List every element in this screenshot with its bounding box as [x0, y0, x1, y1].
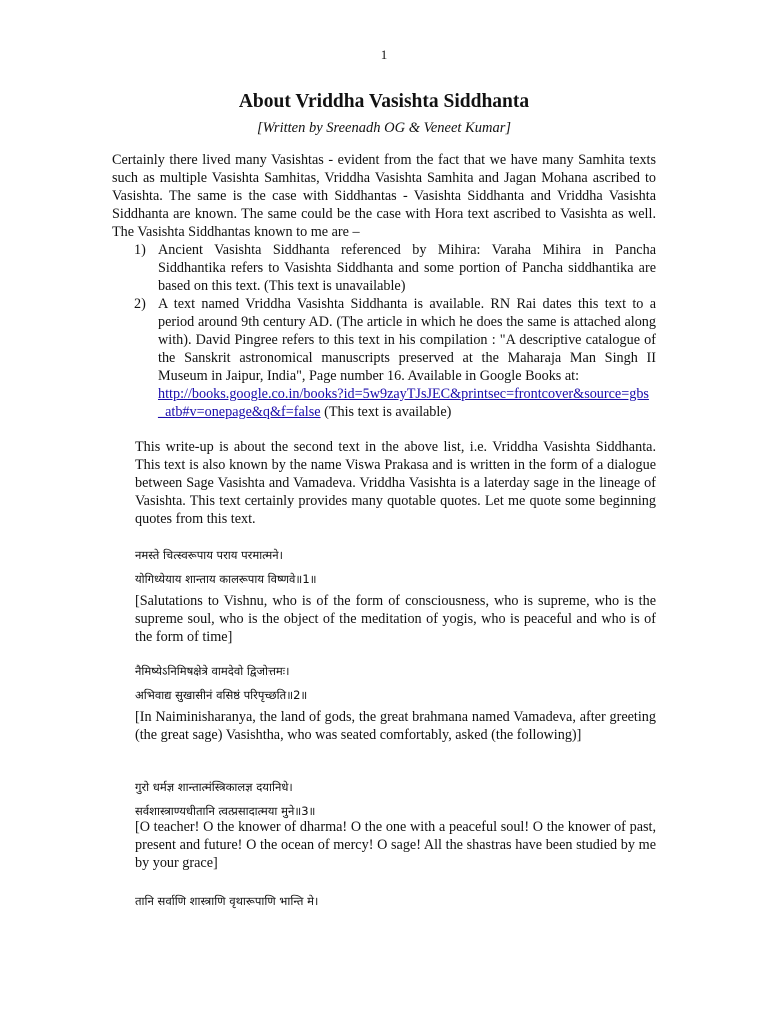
list-item-number: 1): [134, 242, 146, 258]
verse-1-translation: [Salutations to Vishnu, who is of the form of consciousness, who is supreme, who is the supreme soul, who is the object of the meditation of yogis, who is peaceful and who is of the form of time]: [135, 593, 656, 645]
verse-2-line-2: अभिवाद्य सुखासीनं वसिष्ठं परिपृच्छति॥2॥: [135, 688, 308, 702]
list-item: [112, 295, 656, 421]
page-number: 1: [380, 47, 388, 62]
verse-1-line-2: योगिध्येयाय शान्ताय कालरूपाय विष्णवे॥1॥: [135, 572, 317, 586]
verse-3-line-1: गुरो धर्मज्ञ शान्तात्मंस्त्रिकालज्ञ दयानिधे।: [135, 780, 293, 794]
writeup-paragraph: This write-up is about the second text in the above list, i.e. Vriddha Vasishta Siddhanta. This text is also known by the name Viswa Prakasa and is written in the form of a dialogue between Sage Vasishta and Vamadeva. Vriddha Vasishta is a laterday sage in the lineage of Vasishta. This text certainly provides many quotable quotes. Let me quote some beginning quotes from this text.: [135, 439, 656, 527]
availability-note: (This text is available): [320, 404, 452, 420]
verse-3-translation: [O teacher! O the knower of dharma! O the one with a peaceful soul! O the knower of past, present and future! O the ocean of mercy! O sage! All the shastras have been studied by me by your grace]: [135, 819, 656, 871]
list-item-text: A text named Vriddha Vasishta Siddhanta is available. RN Rai dates this text to a period around 9th century AD. (The article in which he does the same is attached along with). David Pingree refers to this text in his compilation : "A descriptive catalogue of the Sanskrit astronomical manuscripts preserved at the Maharaja Man Singh II Museum in Jaipur, India", Page number 16. Available in Google Books at:: [158, 296, 656, 384]
siddhanta-list: [112, 241, 656, 421]
author-byline: [Written by Sreenadh OG & Veneet Kumar]: [257, 120, 511, 136]
verse-3-line-2: सर्वशास्त्राण्यधीतानि त्वत्प्रसादात्मया मुने॥3॥: [135, 804, 316, 818]
verse-2-line-1: नैमिष्येऽनिमिषक्षेत्रे वामदेवो द्विजोत्तमः।: [135, 664, 290, 678]
verse-1-line-1: नमस्ते चित्स्वरूपाय पराय परमात्मने।: [135, 548, 284, 562]
list-item-text: Ancient Vasishta Siddhanta referenced by Mihira: Varaha Mihira in Pancha Siddhantika refers to Vasishta Siddhanta and some portion of Pancha siddhantika are based on this text. (This text is unavailable): [158, 242, 656, 294]
list-item-number: 2): [134, 296, 146, 312]
verse-4-line-1: तानि सर्वाणि शास्त्राणि वृथारूपाणि भान्ति मे।: [135, 894, 319, 908]
list-item: [112, 241, 656, 295]
intro-paragraph: Certainly there lived many Vasishtas - evident from the fact that we have many Samhita texts such as multiple Vasishta Samhitas, Vriddha Vasishta Samhita and Jagan Mohana ascribed to Vasishta. The same is the case with Siddhantas - Vasishta Siddhanta and Vriddha Vasishta Siddhanta are known. The same could be the case with Hora text ascribed to Vasishta as well. The Vasishta Siddhantas known to me are –: [112, 152, 656, 240]
google-books-link[interactable]: http://books.google.co.in/books?id=5w9zayTJsJEC&printsec=frontcover&source=gbs_atb#v=onepage&q&f=false: [158, 386, 649, 420]
verse-2-translation: [In Naiminisharanya, the land of gods, the great brahmana named Vamadeva, after greeting (the great sage) Vasishtha, who was seated comfortably, asked (the following)]: [135, 709, 656, 743]
page-title: About Vriddha Vasishta Siddhanta: [238, 91, 530, 112]
